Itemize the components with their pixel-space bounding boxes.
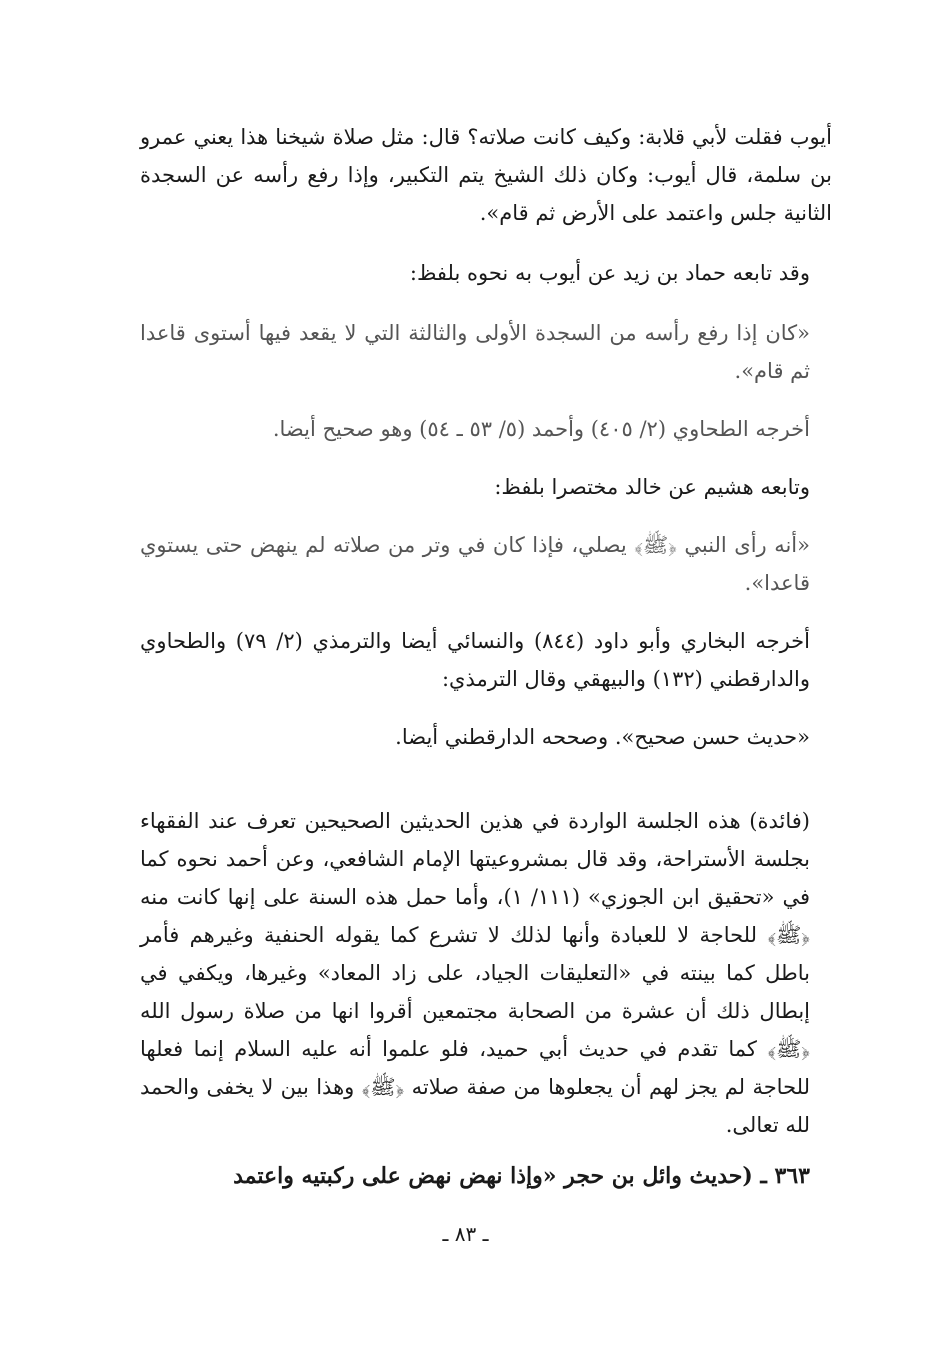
paragraph-bukhari-takhrij: أخرجه البخاري وأبو داود (٨٤٤) والنسائي أيضا والترمذي (٢/ ٧٩) والطحاوي والدارقطني (١٣٢) والبيهقي وقال الترمذي: bbox=[140, 629, 810, 691]
paragraph-ayyub: أيوب فقلت لأبي قلابة: وكيف كانت صلاته؟ قال: مثل صلاة شيخنا هذا يعني عمرو بن سلمة، قال أيوب: وكان ذلك الشيخ يتم التكبير، وإذا رفع رأسه عن السجدة الثانية جلس واعتمد على الأرض ثم قام». bbox=[140, 125, 832, 225]
paragraph-tirmidhi-verdict: «حديث حسن صحيح». وصححه الدارقطني أيضا. bbox=[395, 725, 810, 749]
paragraph-faida: (فائدة) هذه الجلسة الواردة في هذين الحديثين الصحيحين تعرف عند الفقهاء بجلسة الأستراحة، وقد قال بمشروعيتها الإمام الشافعي، وعن أحمد نحوه كما في «تحقيق ابن الجوزي» (١١١/ ١)، وأما حمل هذه السنة على إنها كانت منه ﴿ﷺ﴾ للحاجة لا للعبادة وأنها لذلك لا تشرع كما يقوله الحنفية وغيرهم فأمر باطل كما بينته في «التعليقات الجياد، على زاد المعاد» وغيرها، ويكفي في إبطال ذلك أن عشرة من الصحابة مجتمعين أقروا انها من صلاة رسول الله ﴿ﷺ﴾ كما تقدم في حديث أبي حميد، فلو علموا أنه عليه السلام إنما فعلها للحاجة لم يجز لهم أن يجعلوها من صفة صلاته ﴿ﷺ﴾ وهذا بين لا يخفى والحمد لله تعالى. bbox=[140, 809, 811, 1137]
paragraph-hammad-text: «كان إذا رفع رأسه من السجدة الأولى والثالثة التي لا يقعد فيها أستوى قاعدا ثم قام». bbox=[140, 321, 810, 383]
paragraph-hammad-intro: وقد تابعه حماد بن زيد عن أيوب به نحوه بلفظ: bbox=[409, 261, 810, 285]
paragraph-tahawi-takhrij: أخرجه الطحاوي (٢/ ٤٠٥) وأحمد (٥/ ٥٣ ـ ٥٤) وهو صحيح أيضا. bbox=[272, 417, 810, 441]
page-number: ـ ٨٣ ـ bbox=[442, 1222, 489, 1246]
paragraph-hushaym-text: «أنه رأى النبي ﴿ﷺ﴾ يصلي، فإذا كان في وتر من صلاته لم ينهض حتى يستوي قاعدا». bbox=[140, 533, 810, 595]
paragraph-hushaym-intro: وتابعه هشيم عن خالد مختصرا بلفظ: bbox=[494, 475, 810, 499]
hadith-heading-363: ٣٦٣ ـ (حديث وائل بن حجر «وإذا نهض نهض على ركبتيه واعتمد bbox=[233, 1163, 810, 1189]
page-body bbox=[140, 118, 832, 1218]
